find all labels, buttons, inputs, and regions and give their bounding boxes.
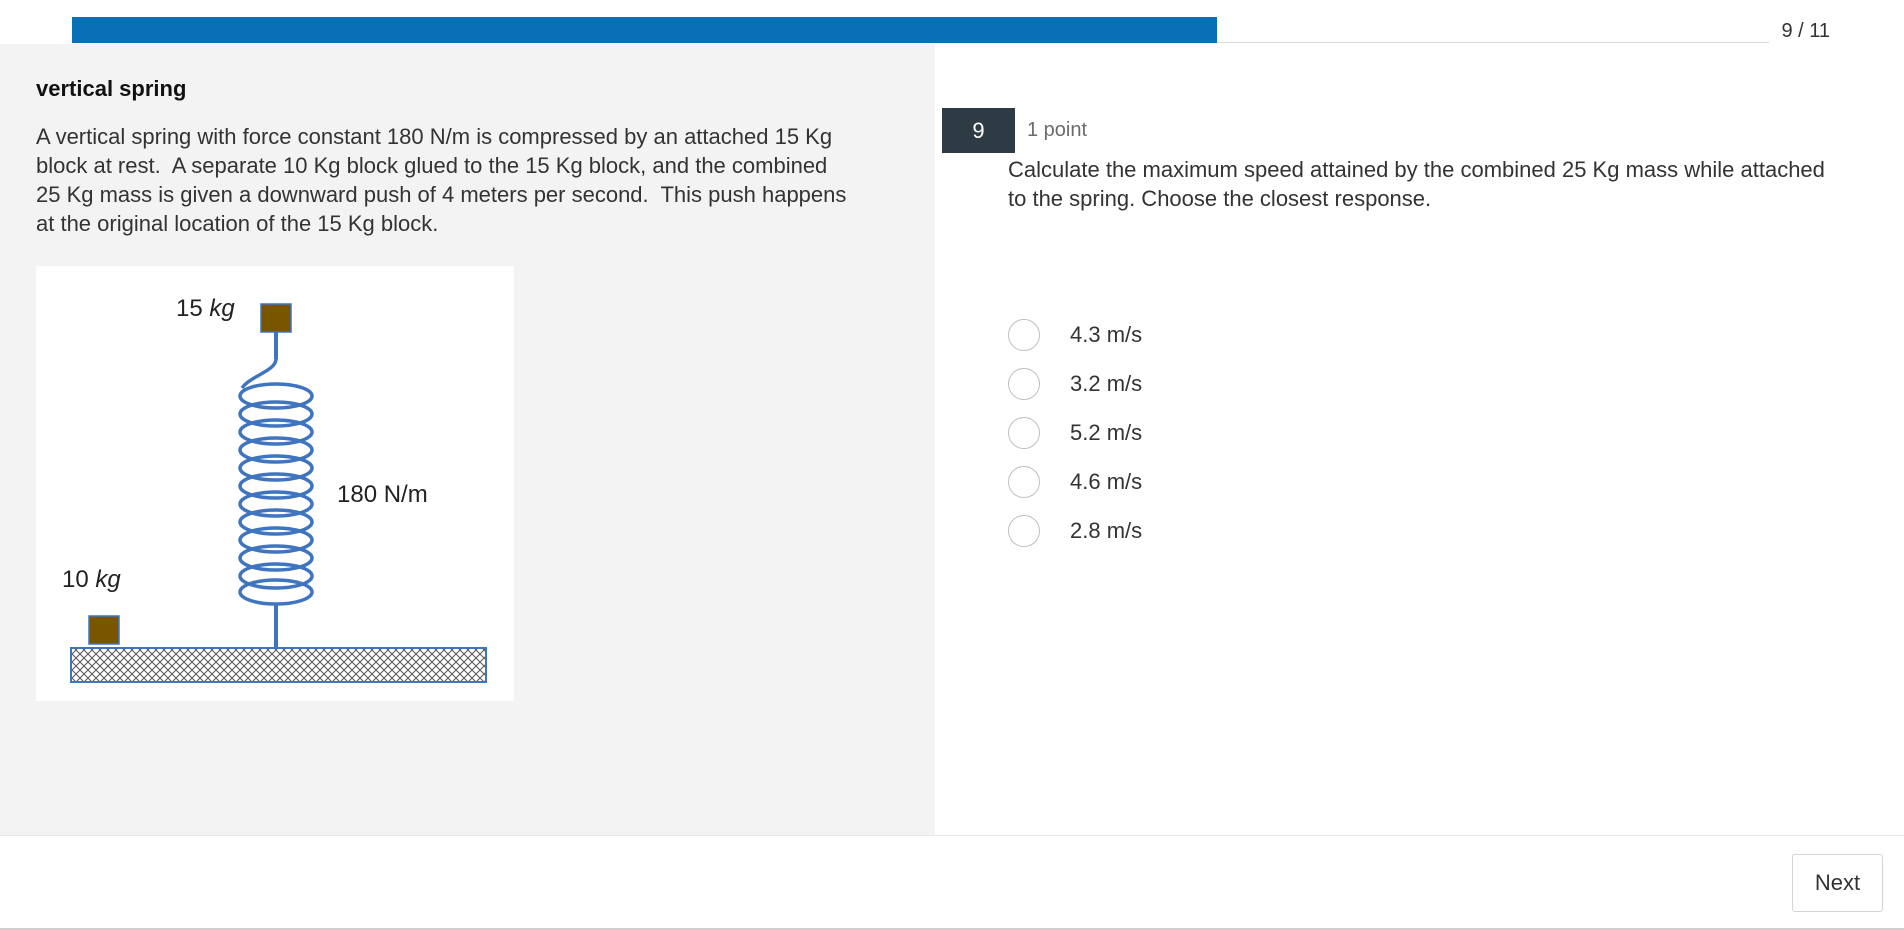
spring-constant-label: 180 N/m xyxy=(337,481,428,508)
answer-option[interactable] xyxy=(1008,457,1142,506)
progress-bar-fill xyxy=(72,17,1217,43)
top-block-mass: 15 xyxy=(176,295,203,322)
answer-option-label: 4.6 m/s xyxy=(1070,468,1143,494)
answer-option[interactable] xyxy=(1008,359,1142,408)
radio-button[interactable] xyxy=(1008,466,1040,498)
question-text: Calculate the maximum speed attained by the combined 25 Kg mass while attached to the spring. Choose the closest response. xyxy=(1008,157,1825,211)
ground xyxy=(71,648,486,682)
passage-title: vertical spring xyxy=(36,76,187,101)
answer-option[interactable] xyxy=(1008,310,1142,359)
bottom-block-unit: kg xyxy=(95,566,121,593)
top-block-unit: kg xyxy=(209,295,235,322)
radio-button[interactable] xyxy=(1008,319,1040,351)
bottom-block xyxy=(89,616,119,644)
bottom-block-label xyxy=(62,566,121,594)
answer-options xyxy=(1008,310,1142,555)
answer-option[interactable] xyxy=(1008,408,1142,457)
answer-option-label: 2.8 m/s xyxy=(1070,517,1143,543)
radio-button[interactable] xyxy=(1008,417,1040,449)
bottom-block-mass: 10 xyxy=(62,566,89,593)
answer-option-label: 4.3 m/s xyxy=(1070,321,1143,347)
answer-option[interactable] xyxy=(1008,506,1142,555)
top-block-label xyxy=(176,295,235,323)
answer-option-label: 3.2 m/s xyxy=(1070,370,1143,396)
answer-option-label: 5.2 m/s xyxy=(1070,419,1143,445)
progress-bar xyxy=(72,17,1769,43)
progress-counter: 9 / 11 xyxy=(1781,20,1830,42)
passage-text: A vertical spring with force constant 180 N/m is compressed by an attached 15 Kg block at rest. A separate 10 Kg block glued to the 15 Kg block, and the combined 25 Kg mass is given a downward push of 4 meters per second. This push happens at the original location of the 15 Kg block. xyxy=(36,124,847,236)
question-points: 1 point xyxy=(1027,119,1088,141)
question-number: 9 xyxy=(942,108,1015,153)
spring-diagram-graphic xyxy=(36,266,514,701)
spring-coils xyxy=(240,359,312,604)
top-block xyxy=(261,304,291,332)
next-button[interactable]: Next xyxy=(1792,854,1883,912)
spring-diagram xyxy=(36,266,514,701)
radio-button[interactable] xyxy=(1008,368,1040,400)
passage-panel xyxy=(0,44,935,835)
footer-divider xyxy=(0,835,1904,836)
radio-button[interactable] xyxy=(1008,515,1040,547)
